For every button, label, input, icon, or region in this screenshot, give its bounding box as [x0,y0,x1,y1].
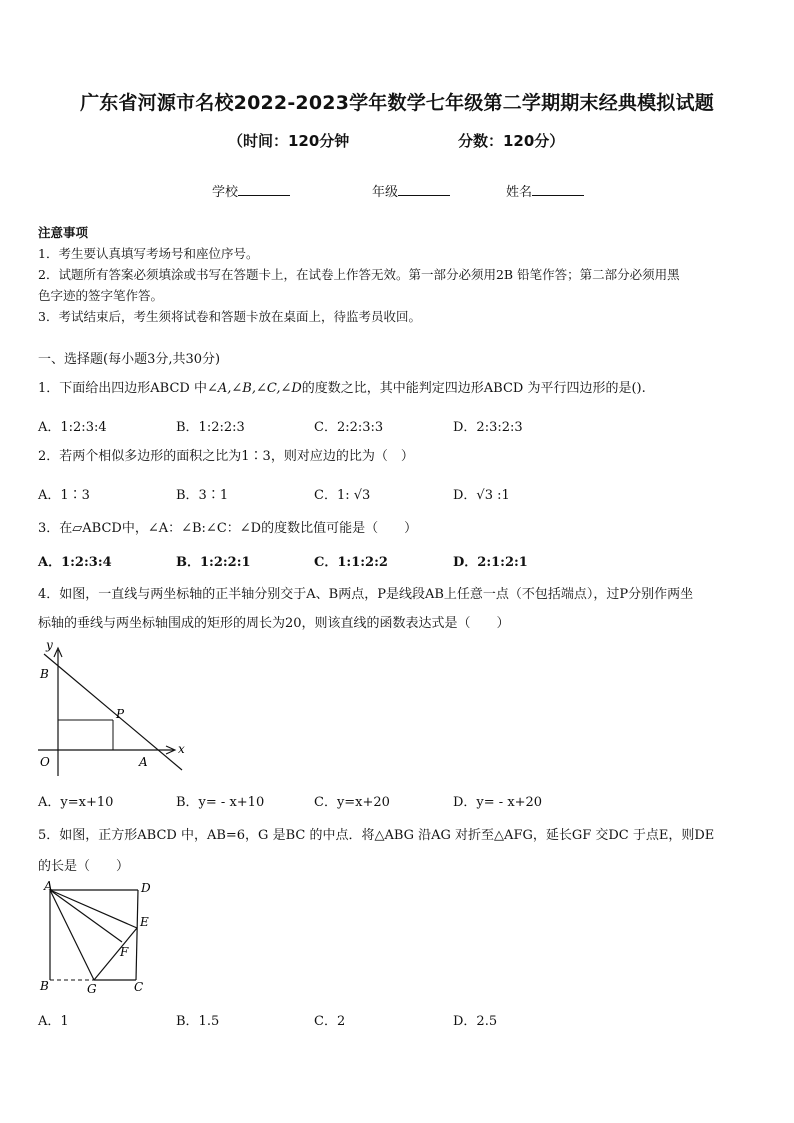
grade-blank [398,183,450,196]
q2-option-c: C．1: √3 [314,488,371,503]
q5-line-2: 的长是（ ） [38,859,130,874]
q1-option-c: C．2:2:3:3 [314,420,384,435]
q1-option-a: A．1:2:3:4 [38,420,107,435]
q5-option-a: A．1 [38,1014,69,1029]
label-c: C [134,980,144,994]
q4-option-d: D．y= - x+20 [453,795,543,810]
question-4 [38,580,760,638]
notice-item: 1．考生要认真填写考场号和座位序号。 [38,246,259,261]
label-f: F [120,945,129,959]
label-o: O [40,755,50,769]
q4-coordinate-figure [36,640,196,780]
name-blank [532,183,584,196]
segment-ge [94,928,137,980]
question-5 [38,820,760,882]
q1-angles: ∠A,∠B,∠C,∠D [206,381,302,396]
segment-ae [50,890,137,928]
q5-option-b: B．1.5 [176,1014,220,1029]
question-3: 3．在▱ABCD中，∠A：∠B:∠C：∠D的度数比值可能是（ ） [38,521,418,536]
name-field [506,181,584,200]
q3-option-a: A．1:2:3:4 [38,555,112,570]
notice-block [38,222,758,327]
q5-square-figure [36,878,166,998]
school-label: 学校 [212,185,239,200]
label-a: A [44,879,53,893]
label-g: G [87,982,97,996]
q1-text-pre: 1．下面给出四边形ABCD 中 [38,381,207,396]
name-label: 姓名 [506,185,533,200]
q4-option-a: A．y=x+10 [38,795,114,810]
segment-ag [50,890,94,980]
q4-line-1: 4．如图，一直线与两坐标轴的正半轴分别交于A、B两点，P是线段AB上任意一点（不包括端点），过P分别作两坐 [38,587,694,602]
q3-option-d: D．2:1:2:1 [453,555,528,570]
question-2: 2．若两个相似多边形的面积之比为1∶3，则对应边的比为（ ） [38,449,414,464]
label-b: B [40,667,49,681]
q5-option-c: C．2 [314,1014,346,1029]
side-dc [136,890,138,980]
q2-option-a: A．1∶3 [38,488,90,503]
q4-option-b: B．y= - x+10 [176,795,265,810]
q2-option-d: D．√3 :1 [453,488,510,503]
notice-heading: 注意事项 [38,225,89,240]
time-label: （时间：120分钟 [228,132,350,150]
notice-item: 2．试题所有答案必须填涂或书写在答题卡上，在试卷上作答无效。第一部分必须用2B 铅笔作答；第二部分必须用黑 [38,267,680,282]
school-field [212,181,290,200]
label-y: y [46,640,53,652]
line-ab [44,654,182,770]
label-p: P [116,707,125,721]
label-e: E [140,915,149,929]
q5-option-d: D．2.5 [453,1014,498,1029]
q4-option-c: C．y=x+20 [314,795,390,810]
exam-title: 广东省河源市名校2022-2023学年数学七年级第二学期期末经典模拟试题 [80,92,714,114]
q3-option-b: B．1:2:2:1 [176,555,251,570]
section-heading: 一、选择题(每小题3分,共30分) [38,352,221,367]
label-d: D [141,881,151,895]
label-b: B [40,979,49,993]
notice-item: 色字迹的签字笔作答。 [38,288,164,303]
q3-option-c: C．1:1:2:2 [314,555,388,570]
segment-af [50,890,122,942]
label-a: A [139,755,148,769]
q2-option-b: B．3∶1 [176,488,229,503]
score-label: 分数：120分） [458,132,565,150]
school-blank [238,183,290,196]
grade-field [372,181,450,200]
notice-item: 3．考试结束后，考生须将试卷和答题卡放在桌面上，待监考员收回。 [38,309,421,324]
grade-label: 年级 [372,185,399,200]
q5-line-1: 5．如图，正方形ABCD 中，AB=6，G 是BC 的中点．将△ABG 沿AG 对折至△AFG，延长GF 交DC 于点E，则DE [38,828,715,843]
q1-option-b: B．1:2:2:3 [176,420,245,435]
q1-text-post: 的度数之比，其中能判定四边形ABCD 为平行四边形的是(). [301,381,646,396]
q1-option-d: D．2:3:2:3 [453,420,523,435]
q4-line-2: 标轴的垂线与两坐标轴围成的矩形的周长为20，则该直线的函数表达式是（ ） [38,616,510,631]
question-1 [38,378,760,399]
label-x: x [178,742,185,756]
